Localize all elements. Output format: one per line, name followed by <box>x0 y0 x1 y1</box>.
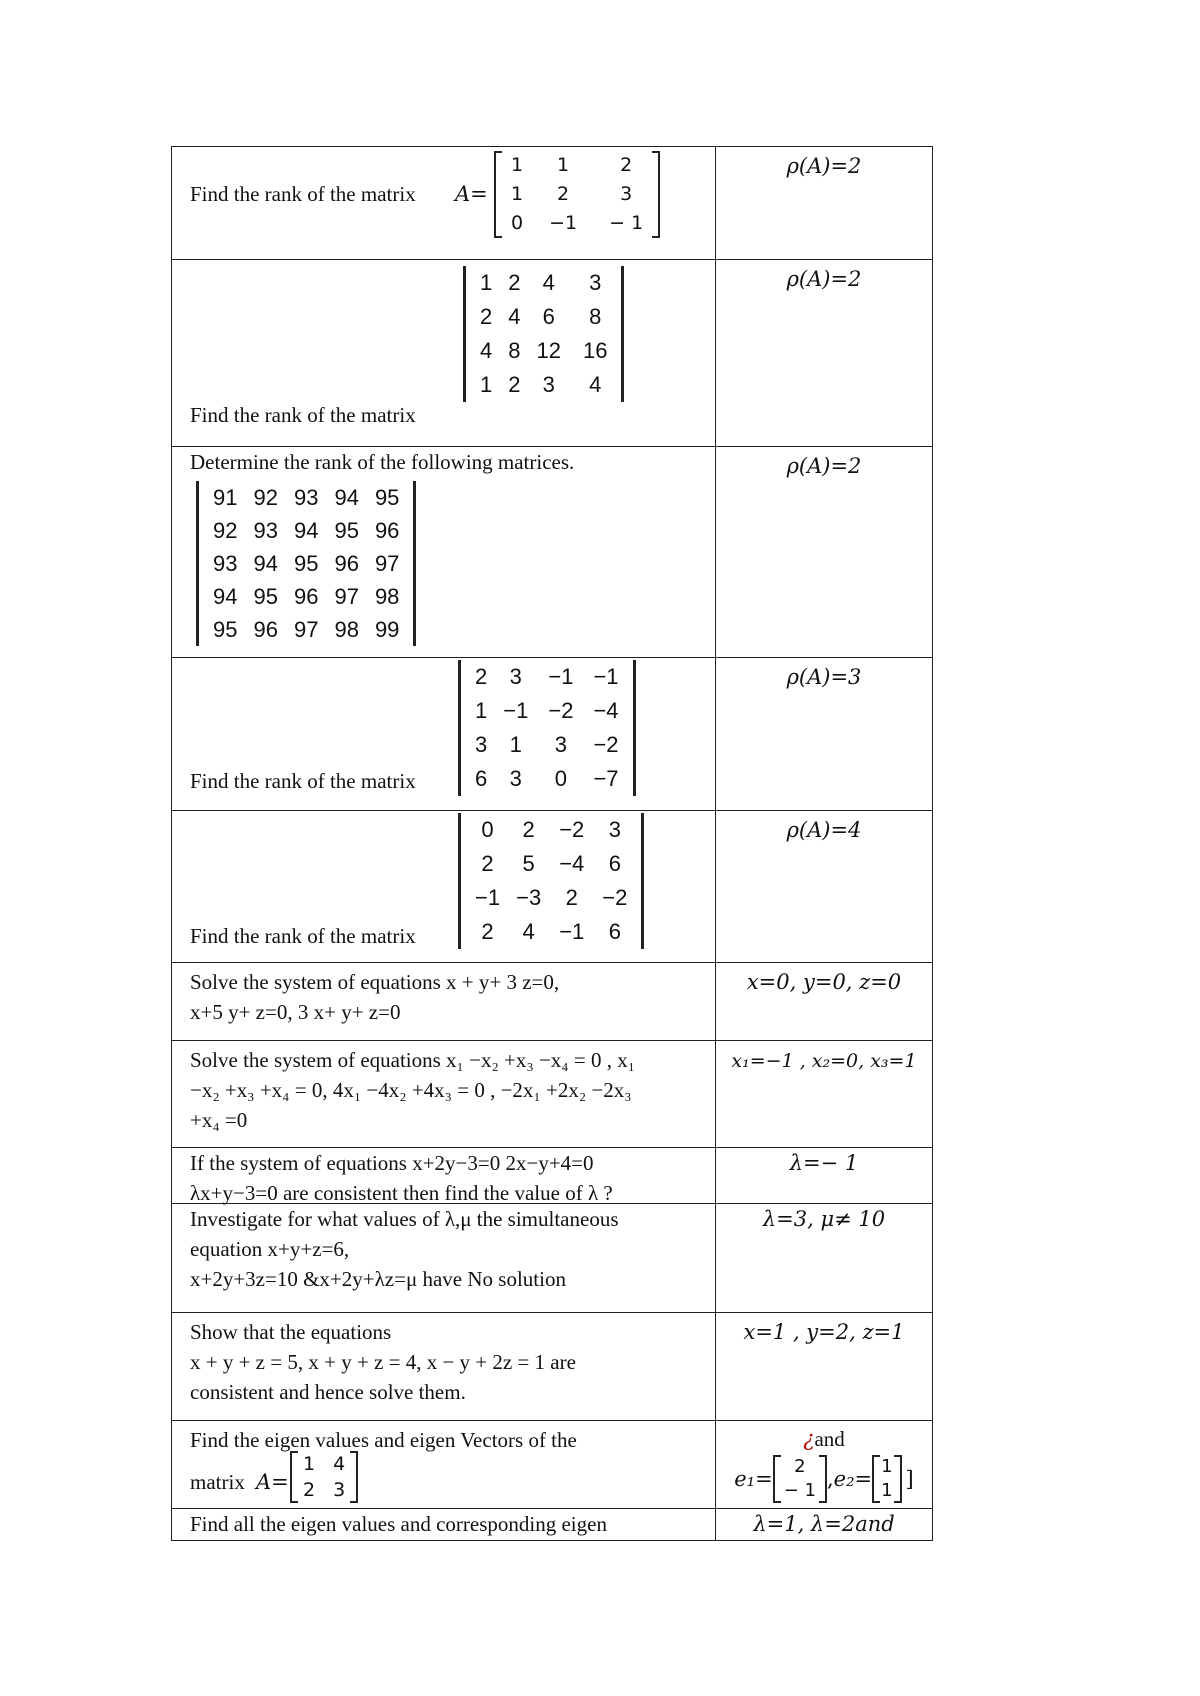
question-line: Find all the eigen values and corresponding eigen <box>190 1512 607 1536</box>
table-row <box>172 1040 932 1147</box>
matrix-entry: − 1 <box>609 212 644 234</box>
table-row <box>172 259 932 446</box>
answer-text: x=0, y=0, z=0 <box>746 970 902 994</box>
question-line: x+2y+3z=10 &x+2y+λz=μ have No solution <box>190 1267 566 1291</box>
matrix-entry: −2 <box>593 732 619 757</box>
matrix-label: A= <box>455 182 488 206</box>
question-text: Find the rank of the matrix <box>190 924 416 948</box>
matrix-entry: 0 <box>511 212 524 234</box>
table-row <box>172 1508 932 1540</box>
matrix-entry: 12 <box>536 338 561 363</box>
matrix <box>196 481 416 646</box>
matrix-entry: 2 <box>303 1479 316 1501</box>
table-row <box>172 1147 932 1203</box>
matrix-entry: 1 <box>511 154 524 176</box>
matrix-entry: 2 <box>508 270 521 295</box>
answer-cell <box>716 963 932 1040</box>
question-text: Find the rank of the matrix <box>190 403 416 427</box>
matrix-entry: 93 <box>253 518 278 543</box>
matrix-entry: 2 <box>557 183 570 205</box>
question-cell <box>172 1313 716 1420</box>
matrix-entry: −7 <box>593 766 619 791</box>
matrix-entry: 2 <box>565 885 578 910</box>
matrix-entry: 3 <box>475 732 488 757</box>
matrix-bracket <box>458 813 644 949</box>
answer-cell <box>716 1041 932 1147</box>
matrix-entry: 4 <box>508 304 521 329</box>
e1-vector <box>773 1455 827 1503</box>
question-line: −x₂ +x₃ +x₄ = 0, 4x₁ −4x₂ +4x₃ = 0 , −2x₁ +2x₂ −2x₃ <box>190 1078 632 1102</box>
questions-table <box>171 146 933 1541</box>
matrix-entry: 1 <box>511 183 524 205</box>
question-line: Solve the system of equations x + y+ 3 z=0, <box>190 970 560 994</box>
matrix-entry: 3 <box>620 183 633 205</box>
answer-text: ρ(A)=2 <box>786 454 862 478</box>
vector-entry: 2 <box>794 1456 806 1477</box>
table-row <box>172 1312 932 1420</box>
answer-text: ρ(A)=4 <box>786 818 862 842</box>
matrix-entry: 4 <box>522 919 535 944</box>
matrix-entry: −4 <box>559 851 585 876</box>
matrix-entry: 94 <box>253 551 278 576</box>
answer-cell <box>716 1148 932 1203</box>
matrix-entry: 0 <box>481 817 494 842</box>
question-line: Investigate for what values of λ,μ the simultaneous <box>190 1207 619 1231</box>
matrix-entry: 2 <box>620 154 633 176</box>
matrix-entry: 3 <box>509 664 522 689</box>
matrix-entry: 6 <box>608 919 621 944</box>
question-cell <box>172 1204 716 1312</box>
matrix-entry: 92 <box>213 518 238 543</box>
matrix-bracket <box>494 151 660 238</box>
vector-entry: − 1 <box>783 1480 816 1501</box>
matrix-entry: 92 <box>253 485 278 510</box>
table-row <box>172 446 932 657</box>
matrix-entry: 95 <box>334 518 359 543</box>
matrix-entry: −1 <box>503 698 529 723</box>
matrix-entry: 5 <box>522 851 535 876</box>
matrix-bracket <box>290 1451 358 1503</box>
question-line: +x₄ =0 <box>190 1108 248 1132</box>
matrix-entry: 96 <box>253 617 278 642</box>
matrix-entry: 98 <box>334 617 359 642</box>
question-cell <box>172 811 716 962</box>
vector-grid <box>782 1455 818 1503</box>
matrix-entry: 93 <box>293 485 319 510</box>
matrix-grid <box>467 660 627 796</box>
question-cell <box>172 963 716 1040</box>
matrix-entry: 99 <box>374 617 400 642</box>
matrix-entry: 2 <box>480 304 493 329</box>
answer-mark: ¿ <box>803 1427 815 1451</box>
matrix-entry: 2 <box>481 851 494 876</box>
matrix-entry: 1 <box>480 372 493 397</box>
matrix-entry: 1 <box>509 732 522 757</box>
question-line: λx+y−3=0 are consistent then find the value of λ ? <box>190 1181 613 1205</box>
comma: , <box>826 1467 834 1491</box>
matrix-entry: 3 <box>589 270 602 295</box>
matrix-entry: 94 <box>334 485 359 510</box>
matrix-entry: 3 <box>333 1479 346 1501</box>
answer-cell <box>716 447 932 657</box>
matrix <box>290 1451 358 1503</box>
matrix-entry: 3 <box>542 372 555 397</box>
close-bracket: ] <box>905 1467 914 1491</box>
matrix-entry: 8 <box>508 338 521 363</box>
answer-and: and <box>814 1427 845 1451</box>
answer-cell <box>716 1204 932 1312</box>
answer-text: λ=3, μ≠ 10 <box>762 1207 886 1231</box>
matrix-entry: 98 <box>374 584 400 609</box>
answer-cell <box>716 1421 932 1508</box>
matrix <box>458 813 644 949</box>
matrix-entry: 95 <box>293 551 319 576</box>
question-cell <box>172 260 716 446</box>
matrix-entry: −2 <box>559 817 585 842</box>
answer-text: x=1 , y=2, z=1 <box>743 1320 905 1344</box>
matrix-entry: 91 <box>213 485 238 510</box>
answer-text: λ=1, λ=2and <box>753 1512 895 1536</box>
matrix-entry: 96 <box>293 584 319 609</box>
matrix-entry: 0 <box>554 766 568 791</box>
matrix-entry: 3 <box>554 732 568 757</box>
matrix-bracket <box>196 481 416 646</box>
question-text: Determine the rank of the following matrices. <box>190 450 575 474</box>
matrix-entry: 95 <box>213 617 238 642</box>
matrix-entry: −1 <box>549 212 578 234</box>
question-line: equation x+y+z=6, <box>190 1237 350 1261</box>
question-text: Find the rank of the matrix <box>190 182 416 206</box>
question-cell <box>172 1421 716 1508</box>
vector-entry: 1 <box>881 1456 893 1477</box>
question-cell <box>172 1148 716 1203</box>
matrix-entry: 4 <box>542 270 555 295</box>
matrix <box>494 151 660 238</box>
question-line: x+5 y+ z=0, 3 x+ y+ z=0 <box>190 1000 401 1024</box>
question-cell <box>172 658 716 810</box>
answer-cell <box>716 811 932 962</box>
vector-entry: 1 <box>881 1480 893 1501</box>
matrix-entry: 94 <box>293 518 319 543</box>
matrix <box>463 266 624 402</box>
matrix <box>458 660 636 796</box>
matrix-entry: 6 <box>608 851 621 876</box>
matrix-entry: 6 <box>475 766 488 791</box>
answer-text: λ=− 1 <box>789 1151 859 1175</box>
matrix-entry: 95 <box>374 485 400 510</box>
answer-cell <box>716 1509 932 1540</box>
matrix-entry: 2 <box>481 919 494 944</box>
matrix-label: A= <box>256 1470 289 1494</box>
matrix-entry: 2 <box>508 372 521 397</box>
e2-label: e₂= <box>833 1467 873 1491</box>
question-line: Show that the equations <box>190 1320 392 1344</box>
matrix-grid <box>205 481 407 646</box>
answer-text: ρ(A)=2 <box>786 154 862 178</box>
matrix-entry: −1 <box>548 664 574 689</box>
matrix-entry: 4 <box>589 372 602 397</box>
question-cell <box>172 1041 716 1147</box>
matrix-grid <box>467 813 635 949</box>
question-cell <box>172 1509 716 1540</box>
table-row <box>172 962 932 1040</box>
question-line: consistent and hence solve them. <box>190 1380 466 1404</box>
matrix-grid <box>472 266 615 402</box>
matrix-entry: 97 <box>293 617 319 642</box>
table-row <box>172 657 932 810</box>
table-row <box>172 147 932 259</box>
question-line: matrix <box>190 1470 245 1494</box>
e2-vector <box>872 1455 901 1503</box>
question-cell <box>172 447 716 657</box>
matrix-entry: 97 <box>334 584 359 609</box>
table-row <box>172 1420 932 1508</box>
eigen-vectors <box>716 1455 932 1503</box>
matrix-entry: 96 <box>334 551 359 576</box>
question-line: x + y + z = 5, x + y + z = 4, x − y + 2z = 1 are <box>190 1350 576 1374</box>
answer-cell <box>716 147 932 259</box>
matrix-entry: −1 <box>475 885 501 910</box>
question-line: Solve the system of equations x₁ −x₂ +x₃ −x₄ = 0 , x₁ <box>190 1048 636 1072</box>
question-line: Find the eigen values and eigen Vectors of the <box>190 1428 577 1452</box>
matrix-entry: 3 <box>509 766 522 791</box>
matrix-entry: 6 <box>542 304 555 329</box>
table-row <box>172 1203 932 1312</box>
answer-cell <box>716 260 932 446</box>
matrix-entry: −2 <box>548 698 574 723</box>
matrix-entry: 8 <box>589 304 602 329</box>
matrix-entry: −4 <box>593 698 619 723</box>
matrix-entry: 97 <box>374 551 400 576</box>
matrix-entry: 94 <box>213 584 238 609</box>
matrix-entry: −3 <box>516 885 542 910</box>
question-line: If the system of equations x+2y−3=0 2x−y+4=0 <box>190 1151 594 1175</box>
question-cell <box>172 147 716 259</box>
matrix-grid <box>503 151 651 238</box>
matrix-entry: 16 <box>582 338 608 363</box>
answer-cell <box>716 658 932 810</box>
matrix-entry: 3 <box>608 817 621 842</box>
answer-text: ρ(A)=3 <box>786 665 862 689</box>
matrix-entry: 1 <box>557 154 570 176</box>
matrix-entry: −2 <box>602 885 628 910</box>
answer-text: ρ(A)=2 <box>786 267 862 291</box>
answer-cell <box>716 1313 932 1420</box>
matrix-entry: 96 <box>374 518 400 543</box>
matrix-entry: 1 <box>475 698 488 723</box>
matrix-entry: 1 <box>480 270 493 295</box>
matrix-entry: 93 <box>213 551 238 576</box>
matrix-entry: 2 <box>522 817 535 842</box>
matrix-entry: 4 <box>480 338 493 363</box>
matrix-bracket <box>463 266 624 402</box>
vector-grid <box>881 1455 892 1503</box>
matrix-entry: −1 <box>559 919 585 944</box>
matrix-entry: 2 <box>475 664 488 689</box>
matrix-grid <box>299 1451 349 1503</box>
matrix-bracket <box>458 660 636 796</box>
matrix-entry: 4 <box>333 1453 346 1475</box>
matrix-entry: 95 <box>253 584 278 609</box>
matrix-entry: −1 <box>593 664 619 689</box>
matrix-entry: 1 <box>303 1453 316 1475</box>
table-row <box>172 810 932 962</box>
question-text: Find the rank of the matrix <box>190 769 416 793</box>
answer-text: x₁=−1 , x₂=0, x₃=1 <box>731 1050 917 1072</box>
e1-label: e₁= <box>734 1467 773 1491</box>
